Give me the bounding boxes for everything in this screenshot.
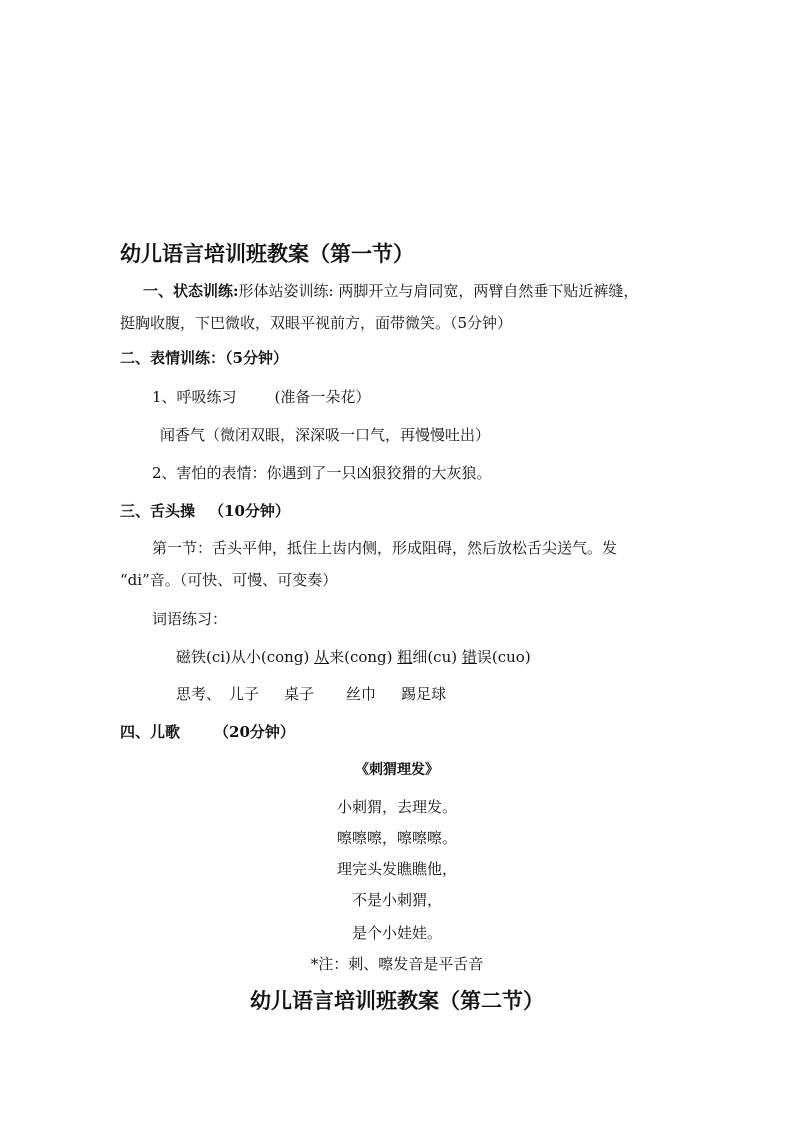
poem-line-2: 嚓嚓嚓，嚓嚓嚓。 xyxy=(336,829,457,847)
section-1-text-2: 挺胸收腹，下巴微收，双眼平视前方，面带微笑。（5分钟） xyxy=(120,314,513,332)
word-row2-4: 丝巾 xyxy=(346,685,377,703)
word-4-underlined: 错 xyxy=(461,648,477,666)
word-3-underlined: 粗 xyxy=(397,648,413,666)
section-4-time: （20分钟） xyxy=(214,723,295,741)
word-row2-2: 儿子 xyxy=(229,685,260,703)
section-2-item-1 xyxy=(152,387,370,407)
word-2-underlined: 从 xyxy=(314,648,330,666)
poem-note: *注：刺、嚓发音是平舌音 xyxy=(310,955,484,973)
section-1-text-1: 形体站姿训练: 两脚开立与肩同宽，两臂自然垂下贴近裤缝， xyxy=(238,282,639,300)
word-row2-3: 桌子 xyxy=(284,685,315,703)
section-3-para-2: “di”音。（可快、可慢、可变奏） xyxy=(120,571,338,589)
words-row-1 xyxy=(176,647,531,667)
lesson-1-title: 幼儿语言培训班教案（第一节） xyxy=(120,241,414,266)
breathing-label: 1、呼吸练习 xyxy=(152,388,237,406)
lesson-2-title: 幼儿语言培训班教案（第二节） xyxy=(250,988,544,1013)
word-3: 细(cu) xyxy=(412,648,458,666)
section-2-item-2: 2、害怕的表情：你遇到了一只凶狠狡猾的大灰狼。 xyxy=(152,464,492,482)
section-1-line-1 xyxy=(143,281,638,301)
breathing-note: (准备一朵花） xyxy=(274,388,371,406)
section-3-para-1: 第一节：舌头平伸，抵住上齿内侧，形成阻碍，然后放松舌尖送气。发 xyxy=(152,539,618,557)
word-row2-1: 思考、 xyxy=(176,685,222,703)
poem-line-1: 小刺猬，去理发。 xyxy=(336,798,457,816)
word-1: 磁铁(ci)从小(cong) xyxy=(176,648,310,666)
section-1-heading: 一、状态训练: xyxy=(143,282,239,300)
section-3-time: （10分钟） xyxy=(209,502,290,520)
section-3-heading-line xyxy=(120,501,290,521)
section-2-heading: 二、表情训练：（5分钟） xyxy=(120,349,288,367)
words-label: 词语练习： xyxy=(152,610,228,628)
section-3-heading: 三、舌头操 xyxy=(120,502,196,520)
poem-title: 《刺猬理发》 xyxy=(355,762,439,778)
poem-line-3: 理完头发瞧瞧他， xyxy=(336,860,457,878)
word-row2-5: 踢足球 xyxy=(401,685,447,703)
section-4-heading-line xyxy=(120,722,295,742)
section-4-heading: 四、儿歌 xyxy=(120,723,181,741)
words-row-2 xyxy=(176,684,446,704)
word-2: 来(cong) xyxy=(329,648,393,666)
word-4: 误(cuo) xyxy=(476,648,531,666)
poem-line-4: 不是小刺猬， xyxy=(351,891,442,909)
breathing-detail: 闻香气（微闭双眼，深深吸一口气，再慢慢吐出） xyxy=(160,426,491,444)
poem-line-5: 是个小娃娃。 xyxy=(351,924,442,942)
